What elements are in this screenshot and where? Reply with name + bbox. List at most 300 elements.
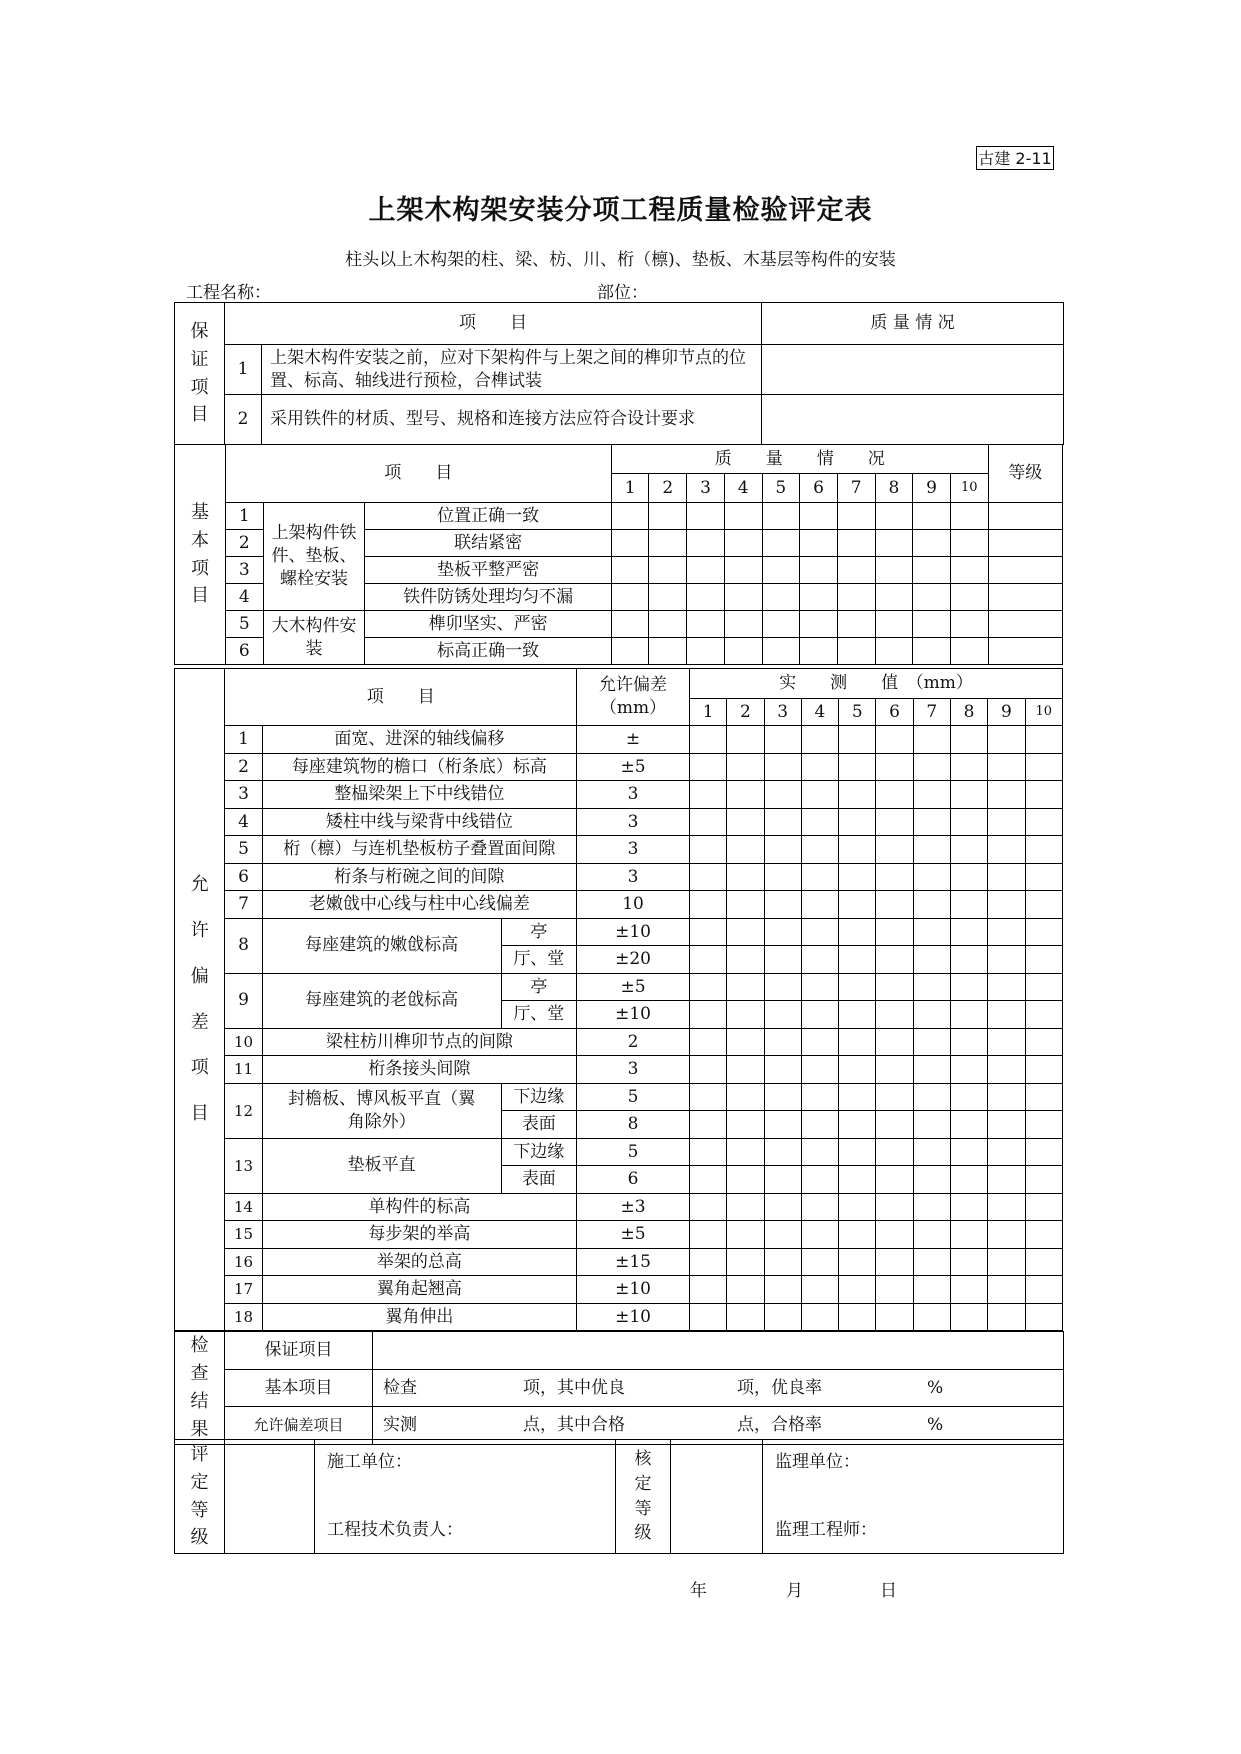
measure-cell[interactable] xyxy=(764,836,801,864)
basic-row xyxy=(175,611,1063,638)
measure-cell[interactable] xyxy=(727,781,764,809)
check-cell[interactable] xyxy=(950,611,988,638)
measure-cell[interactable] xyxy=(950,1193,987,1221)
measure-cell[interactable] xyxy=(876,1248,913,1276)
measure-cell[interactable] xyxy=(876,808,913,836)
measure-cell[interactable] xyxy=(764,1221,801,1249)
measure-cell[interactable] xyxy=(689,1028,726,1056)
measure-cell[interactable] xyxy=(801,1248,838,1276)
measure-cell[interactable] xyxy=(839,918,876,946)
measure-cell[interactable] xyxy=(801,1056,838,1084)
measure-cell[interactable] xyxy=(913,1248,950,1276)
check-cell[interactable] xyxy=(687,584,725,611)
measure-cell[interactable] xyxy=(727,1248,764,1276)
guarantee-row-no: 1 xyxy=(225,345,262,395)
measure-cell[interactable] xyxy=(950,1138,987,1166)
measure-cell[interactable] xyxy=(950,1276,987,1304)
measure-cell[interactable] xyxy=(988,836,1025,864)
measure-cell[interactable] xyxy=(727,891,764,919)
measure-cell[interactable] xyxy=(950,753,987,781)
measure-cell[interactable] xyxy=(727,863,764,891)
measure-cell[interactable] xyxy=(764,781,801,809)
measure-cell[interactable] xyxy=(764,1303,801,1331)
measure-cell[interactable] xyxy=(876,1276,913,1304)
measure-cell[interactable] xyxy=(764,973,801,1001)
check-cell[interactable] xyxy=(800,638,838,665)
measure-cell[interactable] xyxy=(764,1248,801,1276)
measure-cell[interactable] xyxy=(801,1166,838,1194)
row-allow: 5 xyxy=(577,1138,690,1166)
measure-cell[interactable] xyxy=(988,973,1025,1001)
check-cell[interactable] xyxy=(875,584,913,611)
measure-cell[interactable] xyxy=(764,863,801,891)
check-cell[interactable] xyxy=(762,530,800,557)
check-cell[interactable] xyxy=(950,557,988,584)
measure-cell[interactable] xyxy=(876,1056,913,1084)
measure-cell[interactable] xyxy=(839,1303,876,1331)
measure-cell[interactable] xyxy=(689,1248,726,1276)
measure-cell[interactable] xyxy=(876,1028,913,1056)
measure-cell[interactable] xyxy=(913,753,950,781)
measure-cell[interactable] xyxy=(988,726,1025,754)
measure-cell[interactable] xyxy=(1025,1248,1062,1276)
measure-cell[interactable] xyxy=(876,753,913,781)
measure-cell[interactable] xyxy=(839,1028,876,1056)
check-cell[interactable] xyxy=(611,584,649,611)
check-cell[interactable] xyxy=(988,557,1062,584)
measure-cell[interactable] xyxy=(839,1083,876,1111)
measure-cell[interactable] xyxy=(689,1221,726,1249)
check-cell[interactable] xyxy=(687,611,725,638)
measure-cell[interactable] xyxy=(913,1056,950,1084)
measure-cell[interactable] xyxy=(876,1221,913,1249)
check-cell[interactable] xyxy=(611,611,649,638)
measure-cell[interactable] xyxy=(913,946,950,974)
check-cell[interactable] xyxy=(800,557,838,584)
measure-cell[interactable] xyxy=(1025,891,1062,919)
check-guarantee-value[interactable] xyxy=(373,1332,1064,1370)
measure-cell[interactable] xyxy=(801,863,838,891)
measure-cell[interactable] xyxy=(988,1001,1025,1029)
check-cell[interactable] xyxy=(950,584,988,611)
measure-cell[interactable] xyxy=(913,1083,950,1111)
measure-cell[interactable] xyxy=(801,1221,838,1249)
verify-grade-cell[interactable] xyxy=(671,1440,763,1554)
measure-cell[interactable] xyxy=(727,918,764,946)
measure-cell[interactable] xyxy=(689,1166,726,1194)
check-cell[interactable] xyxy=(649,611,687,638)
check-cell[interactable] xyxy=(913,557,951,584)
measure-cell[interactable] xyxy=(1025,1138,1062,1166)
measure-cell[interactable] xyxy=(689,753,726,781)
measure-cell[interactable] xyxy=(801,1276,838,1304)
measure-cell[interactable] xyxy=(988,1221,1025,1249)
measure-cell[interactable] xyxy=(801,781,838,809)
measure-cell[interactable] xyxy=(839,946,876,974)
check-cell[interactable] xyxy=(988,584,1062,611)
check-cell[interactable] xyxy=(649,557,687,584)
measure-cell[interactable] xyxy=(913,1001,950,1029)
check-cell[interactable] xyxy=(988,638,1062,665)
measure-cell[interactable] xyxy=(988,1028,1025,1056)
measure-cell[interactable] xyxy=(839,1276,876,1304)
measure-cell[interactable] xyxy=(1025,1276,1062,1304)
check-cell[interactable] xyxy=(800,584,838,611)
measure-cell[interactable] xyxy=(689,726,726,754)
measure-cell[interactable] xyxy=(727,836,764,864)
measure-cell[interactable] xyxy=(1025,973,1062,1001)
measure-cell[interactable] xyxy=(913,1138,950,1166)
measure-cell[interactable] xyxy=(988,1193,1025,1221)
measure-cell[interactable] xyxy=(839,973,876,1001)
measure-cell[interactable] xyxy=(988,1248,1025,1276)
check-cell[interactable] xyxy=(687,503,725,530)
measure-cell[interactable] xyxy=(801,946,838,974)
check-cell[interactable] xyxy=(913,638,951,665)
measure-cell[interactable] xyxy=(950,1028,987,1056)
check-basic-line[interactable]: 检查 项，其中优良 项，优良率 % xyxy=(373,1369,1064,1407)
check-cell[interactable] xyxy=(762,611,800,638)
measure-cell[interactable] xyxy=(876,836,913,864)
check-cell[interactable] xyxy=(687,638,725,665)
measure-cell[interactable] xyxy=(950,1111,987,1139)
check-cell[interactable] xyxy=(724,503,762,530)
measure-cell[interactable] xyxy=(1025,1221,1062,1249)
measure-cell[interactable] xyxy=(1025,781,1062,809)
measure-cell[interactable] xyxy=(876,1303,913,1331)
measure-cell[interactable] xyxy=(689,918,726,946)
measure-cell[interactable] xyxy=(950,836,987,864)
measure-cell[interactable] xyxy=(764,946,801,974)
measure-cell[interactable] xyxy=(689,1111,726,1139)
measure-cell[interactable] xyxy=(913,891,950,919)
measure-cell[interactable] xyxy=(727,1083,764,1111)
measure-cell[interactable] xyxy=(1025,836,1062,864)
check-cell[interactable] xyxy=(611,503,649,530)
measure-cell[interactable] xyxy=(801,891,838,919)
measure-cell[interactable] xyxy=(727,1138,764,1166)
check-cell[interactable] xyxy=(913,503,951,530)
check-cell[interactable] xyxy=(950,503,988,530)
measure-cell[interactable] xyxy=(1025,753,1062,781)
guarantee-row-quality[interactable] xyxy=(762,345,1064,395)
measure-cell[interactable] xyxy=(689,1138,726,1166)
measure-cell[interactable] xyxy=(876,1138,913,1166)
measure-cell[interactable] xyxy=(727,1276,764,1304)
measure-cell[interactable] xyxy=(689,781,726,809)
measure-cell[interactable] xyxy=(727,1111,764,1139)
check-cell[interactable] xyxy=(875,557,913,584)
measure-cell[interactable] xyxy=(1025,1056,1062,1084)
measure-cell[interactable] xyxy=(764,726,801,754)
measure-cell[interactable] xyxy=(764,808,801,836)
measure-cell[interactable] xyxy=(876,726,913,754)
measure-cell[interactable] xyxy=(913,1193,950,1221)
measure-cell[interactable] xyxy=(689,1276,726,1304)
measure-cell[interactable] xyxy=(876,891,913,919)
measure-cell[interactable] xyxy=(689,1193,726,1221)
measure-cell[interactable] xyxy=(1025,863,1062,891)
measure-cell[interactable] xyxy=(689,1303,726,1331)
measure-cell[interactable] xyxy=(839,726,876,754)
measure-cell[interactable] xyxy=(801,808,838,836)
measure-cell[interactable] xyxy=(950,1248,987,1276)
check-cell[interactable] xyxy=(800,503,838,530)
measure-cell[interactable] xyxy=(839,1166,876,1194)
measure-cell[interactable] xyxy=(1025,946,1062,974)
measure-cell[interactable] xyxy=(801,753,838,781)
measure-cell[interactable] xyxy=(950,1221,987,1249)
measure-cell[interactable] xyxy=(764,1166,801,1194)
measure-cell[interactable] xyxy=(689,1083,726,1111)
measure-cell[interactable] xyxy=(727,726,764,754)
measure-cell[interactable] xyxy=(727,808,764,836)
check-cell[interactable] xyxy=(875,503,913,530)
measure-cell[interactable] xyxy=(727,1221,764,1249)
measure-cell[interactable] xyxy=(988,1056,1025,1084)
measure-cell[interactable] xyxy=(801,1028,838,1056)
measure-cell[interactable] xyxy=(801,726,838,754)
measure-cell[interactable] xyxy=(1025,726,1062,754)
measure-cell[interactable] xyxy=(950,863,987,891)
check-cell[interactable] xyxy=(649,530,687,557)
measure-cell[interactable] xyxy=(764,1276,801,1304)
measure-cell[interactable] xyxy=(913,808,950,836)
construction-unit-cell[interactable] xyxy=(315,1440,616,1554)
check-cell[interactable] xyxy=(837,557,875,584)
measure-cell[interactable] xyxy=(727,973,764,1001)
measure-cell[interactable] xyxy=(801,918,838,946)
check-cell[interactable] xyxy=(988,530,1062,557)
measure-cell[interactable] xyxy=(801,973,838,1001)
measure-cell[interactable] xyxy=(839,753,876,781)
measure-cell[interactable] xyxy=(689,946,726,974)
measure-cell[interactable] xyxy=(801,1138,838,1166)
check-cell[interactable] xyxy=(724,611,762,638)
measure-cell[interactable] xyxy=(950,1001,987,1029)
measure-cell[interactable] xyxy=(801,836,838,864)
measure-cell[interactable] xyxy=(876,918,913,946)
measure-cell[interactable] xyxy=(988,1138,1025,1166)
guarantee-row-quality[interactable] xyxy=(762,395,1064,445)
measure-cell[interactable] xyxy=(950,808,987,836)
check-cell[interactable] xyxy=(762,557,800,584)
check-cell[interactable] xyxy=(762,503,800,530)
check-cell[interactable] xyxy=(687,530,725,557)
measure-cell[interactable] xyxy=(839,836,876,864)
measure-cell[interactable] xyxy=(950,1083,987,1111)
check-cell[interactable] xyxy=(837,503,875,530)
measure-cell[interactable] xyxy=(950,1303,987,1331)
measure-cell[interactable] xyxy=(1025,918,1062,946)
check-cell[interactable] xyxy=(988,503,1062,530)
measure-cell[interactable] xyxy=(913,918,950,946)
measure-cell[interactable] xyxy=(764,1138,801,1166)
check-cell[interactable] xyxy=(611,530,649,557)
check-cell[interactable] xyxy=(687,557,725,584)
measure-cell[interactable] xyxy=(950,891,987,919)
measure-cell[interactable] xyxy=(950,973,987,1001)
quality-col: 4 xyxy=(724,474,762,503)
measure-cell[interactable] xyxy=(689,836,726,864)
check-cell[interactable] xyxy=(724,584,762,611)
measure-cell[interactable] xyxy=(950,726,987,754)
measure-cell[interactable] xyxy=(950,918,987,946)
measure-cell[interactable] xyxy=(839,891,876,919)
measure-cell[interactable] xyxy=(988,1166,1025,1194)
check-cell[interactable] xyxy=(950,638,988,665)
measure-cell[interactable] xyxy=(727,1303,764,1331)
measure-cell[interactable] xyxy=(988,891,1025,919)
measure-cell[interactable] xyxy=(876,781,913,809)
measure-cell[interactable] xyxy=(1025,808,1062,836)
evaluation-grade-cell[interactable] xyxy=(225,1440,315,1554)
measure-cell[interactable] xyxy=(727,1001,764,1029)
measure-cell[interactable] xyxy=(913,1111,950,1139)
check-cell[interactable] xyxy=(875,530,913,557)
measure-cell[interactable] xyxy=(839,1111,876,1139)
measure-cell[interactable] xyxy=(689,863,726,891)
check-cell[interactable] xyxy=(724,557,762,584)
check-tolerance-line[interactable]: 实测 点，其中合格 点，合格率 % xyxy=(373,1407,1064,1445)
check-cell[interactable] xyxy=(762,584,800,611)
measure-cell[interactable] xyxy=(764,1028,801,1056)
measure-cell[interactable] xyxy=(988,781,1025,809)
measure-cell[interactable] xyxy=(764,753,801,781)
measure-cell[interactable] xyxy=(839,1248,876,1276)
check-cell[interactable] xyxy=(837,530,875,557)
measure-cell[interactable] xyxy=(913,1028,950,1056)
measure-cell[interactable] xyxy=(950,1166,987,1194)
measure-cell[interactable] xyxy=(988,1083,1025,1111)
measure-cell[interactable] xyxy=(913,863,950,891)
supervision-unit-cell[interactable] xyxy=(763,1440,1064,1554)
measure-cell[interactable] xyxy=(764,891,801,919)
measure-cell[interactable] xyxy=(764,918,801,946)
measure-cell[interactable] xyxy=(876,1083,913,1111)
measure-cell[interactable] xyxy=(876,973,913,1001)
check-cell[interactable] xyxy=(724,530,762,557)
measure-cell[interactable] xyxy=(764,1193,801,1221)
measure-cell[interactable] xyxy=(913,836,950,864)
check-cell[interactable] xyxy=(875,638,913,665)
measure-cell[interactable] xyxy=(727,1028,764,1056)
measure-cell[interactable] xyxy=(988,1111,1025,1139)
measure-cell[interactable] xyxy=(727,1166,764,1194)
measure-cell[interactable] xyxy=(801,1303,838,1331)
measure-cell[interactable] xyxy=(913,1221,950,1249)
measure-cell[interactable] xyxy=(839,1056,876,1084)
check-cell[interactable] xyxy=(649,503,687,530)
measure-cell[interactable] xyxy=(988,753,1025,781)
measure-cell[interactable] xyxy=(1025,1083,1062,1111)
measure-cell[interactable] xyxy=(839,1001,876,1029)
measure-cell[interactable] xyxy=(1025,1193,1062,1221)
measure-cell[interactable] xyxy=(839,1138,876,1166)
measure-cell[interactable] xyxy=(913,973,950,1001)
measure-cell[interactable] xyxy=(913,1166,950,1194)
measure-cell[interactable] xyxy=(727,1056,764,1084)
measure-cell[interactable] xyxy=(764,1083,801,1111)
measure-cell[interactable] xyxy=(913,726,950,754)
measure-cell[interactable] xyxy=(876,1166,913,1194)
measure-cell[interactable] xyxy=(876,1001,913,1029)
measure-cell[interactable] xyxy=(727,946,764,974)
measure-cell[interactable] xyxy=(988,863,1025,891)
measure-cell[interactable] xyxy=(801,1001,838,1029)
measure-cell[interactable] xyxy=(764,1111,801,1139)
check-cell[interactable] xyxy=(649,584,687,611)
measure-cell[interactable] xyxy=(1025,1111,1062,1139)
measure-cell[interactable] xyxy=(689,973,726,1001)
measure-cell[interactable] xyxy=(988,808,1025,836)
check-cell[interactable] xyxy=(762,638,800,665)
measure-cell[interactable] xyxy=(876,1111,913,1139)
measure-cell[interactable] xyxy=(689,808,726,836)
measure-cell[interactable] xyxy=(950,946,987,974)
measure-cell[interactable] xyxy=(876,1193,913,1221)
measure-cell[interactable] xyxy=(876,863,913,891)
measure-cell[interactable] xyxy=(764,1056,801,1084)
measure-cell[interactable] xyxy=(801,1083,838,1111)
check-cell[interactable] xyxy=(837,611,875,638)
measure-cell[interactable] xyxy=(689,891,726,919)
measure-cell[interactable] xyxy=(988,918,1025,946)
measure-cell[interactable] xyxy=(988,946,1025,974)
check-cell[interactable] xyxy=(913,530,951,557)
check-cell[interactable] xyxy=(724,638,762,665)
measure-cell[interactable] xyxy=(950,1056,987,1084)
measure-cell[interactable] xyxy=(839,1193,876,1221)
check-cell[interactable] xyxy=(875,611,913,638)
measure-cell[interactable] xyxy=(839,781,876,809)
check-cell[interactable] xyxy=(837,638,875,665)
check-cell[interactable] xyxy=(800,530,838,557)
check-cell[interactable] xyxy=(950,530,988,557)
measure-cell[interactable] xyxy=(876,946,913,974)
measure-cell[interactable] xyxy=(950,781,987,809)
measure-cell[interactable] xyxy=(913,1276,950,1304)
check-cell[interactable] xyxy=(913,584,951,611)
row-allow: 3 xyxy=(577,808,690,836)
check-cell[interactable] xyxy=(611,557,649,584)
measure-cell[interactable] xyxy=(839,808,876,836)
measure-cell[interactable] xyxy=(689,1056,726,1084)
check-cell[interactable] xyxy=(800,611,838,638)
measure-cell[interactable] xyxy=(801,1111,838,1139)
measure-cell[interactable] xyxy=(801,1193,838,1221)
measure-cell[interactable] xyxy=(727,753,764,781)
measure-cell[interactable] xyxy=(689,1001,726,1029)
measure-cell[interactable] xyxy=(1025,1166,1062,1194)
measure-cell[interactable] xyxy=(727,1193,764,1221)
measure-cell[interactable] xyxy=(988,1303,1025,1331)
check-cell[interactable] xyxy=(837,584,875,611)
measure-cell[interactable] xyxy=(1025,1028,1062,1056)
check-cell[interactable] xyxy=(649,638,687,665)
measure-cell[interactable] xyxy=(988,1276,1025,1304)
measure-cell[interactable] xyxy=(839,863,876,891)
measure-cell[interactable] xyxy=(839,1221,876,1249)
check-cell[interactable] xyxy=(611,638,649,665)
check-cell[interactable] xyxy=(913,611,951,638)
measure-cell[interactable] xyxy=(1025,1303,1062,1331)
measure-cell[interactable] xyxy=(913,781,950,809)
measure-cell[interactable] xyxy=(913,1303,950,1331)
check-cell[interactable] xyxy=(988,611,1062,638)
measure-cell[interactable] xyxy=(764,1001,801,1029)
measure-cell[interactable] xyxy=(1025,1001,1062,1029)
